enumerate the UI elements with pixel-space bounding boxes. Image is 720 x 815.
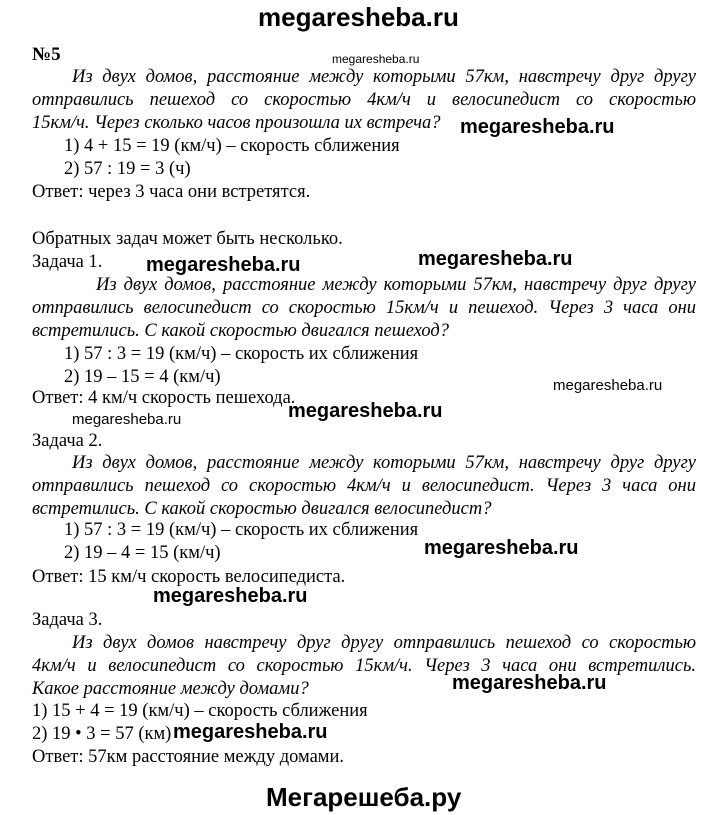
problem-3-step-2: 2) 19 • 3 = 57 (км)	[32, 724, 172, 744]
watermark-8: megaresheba.ru	[173, 721, 328, 743]
problem-1-text-line-2: отправились велосипедист со скоростью 15км/ч и пешеход. Через 3 часа они	[32, 298, 696, 318]
problem-2-step-2: 2) 19 – 4 = 15 (км/ч)	[64, 543, 221, 563]
main-text-line-3: 15км/ч. Через сколько часов произошла их встреча?	[32, 113, 441, 133]
problem-2-text-line-1: Из двух домов, расстояние между которыми 57км, навстречу друг другу	[72, 453, 696, 473]
problem-1-step-2: 2) 19 – 15 = 4 (км/ч)	[64, 367, 221, 387]
problem-1-step-1: 1) 57 : 3 = 19 (км/ч) – скорость их сближения	[64, 344, 419, 364]
watermark-footer: Мегарешеба.ру	[266, 782, 462, 812]
problem-3-title: Задача 3.	[32, 610, 103, 630]
problem-1-text-line-1: Из двух домов, расстояние между которыми 57км, навстречу друг другу	[96, 275, 696, 295]
problem-2-text-line-2: отправились пешеход со скоростью 4км/ч и велосипедист. Через 3 часа они	[32, 476, 696, 496]
watermark-2: megaresheba.ru	[418, 248, 573, 270]
watermark-header: megaresheba.ru	[258, 2, 459, 32]
problem-1-text-line-3: встретились. С какой скоростью двигался пешеход?	[32, 321, 450, 341]
watermark-small-3: megaresheba.ru	[72, 411, 182, 428]
watermark-small-2: megaresheba.ru	[553, 377, 663, 394]
problem-2-answer: Ответ: 15 км/ч скорость велосипедиста.	[32, 567, 346, 587]
problem-3-text-line-2: 4км/ч и велосипедист со скоростью 15км/ч. Через 3 часа они встретились.	[32, 656, 696, 676]
main-step-1: 1) 4 + 15 = 19 (км/ч) – скорость сближения	[64, 136, 400, 156]
watermark-5: megaresheba.ru	[424, 537, 579, 559]
problem-3-answer: Ответ: 57км расстояние между домами.	[32, 747, 345, 767]
main-text-line-1: Из двух домов, расстояние между которыми 57км, навстречу друг другу	[72, 67, 696, 87]
watermark-small-top: megaresheba.ru	[332, 52, 420, 66]
problem-3-text-line-3: Какое расстояние между домами?	[32, 679, 309, 699]
problem-3-text-line-1: Из двух домов навстречу друг другу отправились пешеход со скоростью	[72, 633, 696, 653]
task-number: №5	[32, 44, 61, 65]
watermark-3: megaresheba.ru	[146, 254, 301, 276]
watermark-4: megaresheba.ru	[288, 400, 443, 422]
problem-2-step-1: 1) 57 : 3 = 19 (км/ч) – скорость их сближения	[64, 520, 419, 540]
watermark-1: megaresheba.ru	[460, 116, 615, 138]
intro-text: Обратных задач может быть несколько.	[32, 229, 343, 249]
watermark-7: megaresheba.ru	[452, 672, 607, 694]
watermark-6: megaresheba.ru	[153, 585, 308, 607]
main-answer: Ответ: через 3 часа они встретятся.	[32, 182, 311, 202]
problem-1-answer: Ответ: 4 км/ч скорость пешехода.	[32, 388, 296, 408]
problem-1-title: Задача 1.	[32, 252, 103, 272]
problem-3-step-1: 1) 15 + 4 = 19 (км/ч) – скорость сближения	[32, 701, 368, 721]
main-step-2: 2) 57 : 19 = 3 (ч)	[64, 159, 191, 179]
problem-2-text-line-3: встретились. С какой скоростью двигался велосипедист?	[32, 499, 492, 519]
main-text-line-2: отправились пешеход со скоростью 4км/ч и велосипедист со скоростью	[32, 90, 696, 110]
problem-2-title: Задача 2.	[32, 431, 103, 451]
